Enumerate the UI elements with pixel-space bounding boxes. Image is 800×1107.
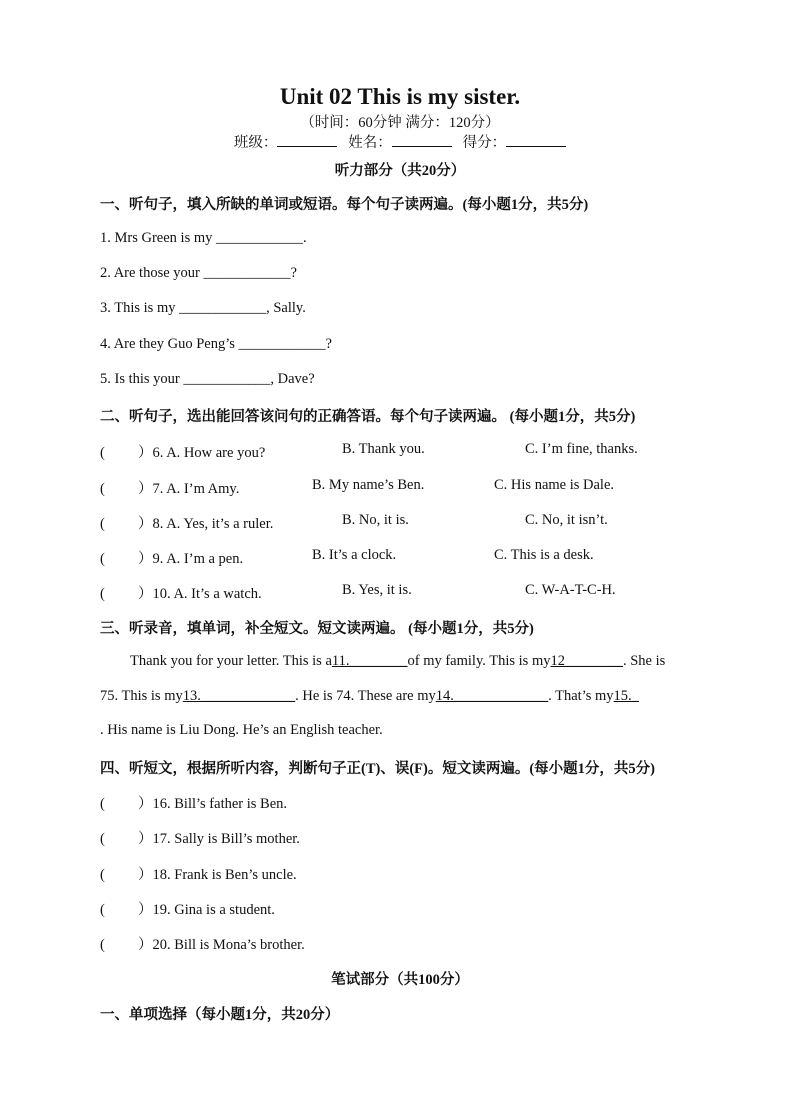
page-title: Unit 02 This is my sister. [279, 84, 521, 109]
list-item: ( ）18. Frank is Ben’s uncle. [100, 867, 297, 883]
written-part1-heading: 一、单项选择（每小题1分，共20分） [100, 1007, 340, 1023]
passage-line-1: Thank you for your letter. This is a11.________of my family. This is my12________. She is [130, 653, 666, 669]
question-row: ( ）8. A. Yes, it’s a ruler. [100, 516, 274, 532]
option-b: B. No, it is. [342, 512, 409, 528]
list-item: ( ）16. Bill’s father is Ben. [100, 796, 288, 812]
score-label: 得分： [462, 135, 507, 151]
time-info: （时间：60分钟 满分：120分） [300, 115, 500, 131]
name-blank [392, 132, 452, 148]
student-info-fields [0, 131, 800, 152]
option-c: C. No, it isn’t. [525, 512, 608, 528]
list-item: ( ）19. Gina is a student. [100, 902, 275, 918]
written-heading: 笔试部分（共100分） [331, 972, 469, 988]
score-blank [506, 132, 566, 148]
name-label: 姓名： [348, 135, 392, 151]
passage-line-3: . His name is Liu Dong. He’s an English teacher. [100, 722, 383, 738]
question-row: ( ）6. A. How are you? [100, 445, 266, 461]
list-item: 4. Are they Guo Peng’s ____________? [100, 336, 332, 352]
list-item: 5. Is this your ____________, Dave? [100, 371, 315, 387]
part2-heading: 二、听句子，选出能回答该问句的正确答语。每个句子读两遍。 (每小题1分，共5分) [100, 409, 636, 425]
list-item: 3. This is my ____________, Sally. [100, 300, 306, 316]
list-item: ( ）20. Bill is Mona’s brother. [100, 937, 305, 953]
part1-heading: 一、听句子，填入所缺的单词或短语。每个句子读两遍。(每小题1分，共5分) [100, 197, 589, 213]
question-row: ( ）10. A. It’s a watch. [100, 586, 262, 602]
list-item: 1. Mrs Green is my ____________. [100, 230, 307, 246]
part4-heading: 四、听短文，根据所听内容，判断句子正(T)、误(F)。短文读两遍。(每小题1分，共5分) [100, 761, 655, 777]
option-b: B. It’s a clock. [312, 547, 397, 563]
question-row: ( ）9. A. I’m a pen. [100, 551, 244, 567]
list-item: 2. Are those your ____________? [100, 265, 297, 281]
class-blank [277, 132, 337, 148]
option-c: C. His name is Dale. [494, 477, 615, 493]
class-label: 班级： [233, 135, 278, 151]
list-item: ( ）17. Sally is Bill’s mother. [100, 831, 300, 847]
option-b: B. Thank you. [342, 441, 425, 457]
part3-heading: 三、听录音，填单词，补全短文。短文读两遍。 (每小题1分，共5分) [100, 621, 534, 637]
passage-line-2: 75. This is my13._____________. He is 74. These are my14._____________. That’s my15._ [100, 688, 639, 704]
listening-heading: 听力部分（共20分） [334, 163, 466, 179]
option-c: C. This is a desk. [494, 547, 594, 563]
option-c: C. W-A-T-C-H. [525, 582, 616, 598]
option-b: B. Yes, it is. [342, 582, 412, 598]
option-b: B. My name’s Ben. [312, 477, 425, 493]
option-c: C. I’m fine, thanks. [525, 441, 638, 457]
question-row: ( ）7. A. I’m Amy. [100, 481, 240, 497]
